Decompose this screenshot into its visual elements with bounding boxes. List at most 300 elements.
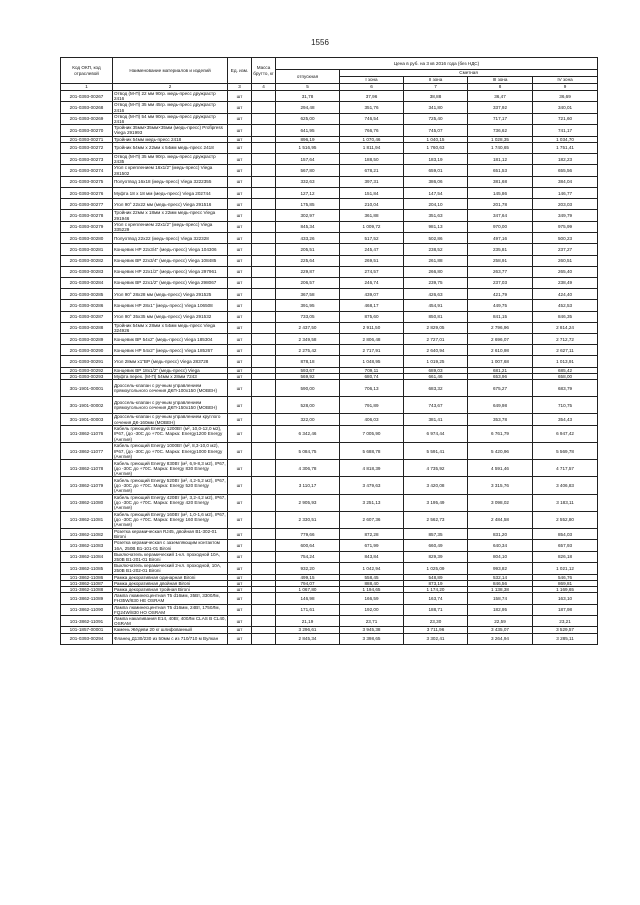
row-price-zone-3: 3 435,07	[468, 627, 533, 633]
row-price-zone-3: 804,10	[468, 551, 533, 562]
row-code: 201-0393-00290	[61, 345, 113, 356]
row-price-zone-1: 7 005,90	[340, 425, 404, 442]
table-row	[61, 593, 598, 604]
row-price-zone-3: 3 098,02	[468, 494, 533, 511]
row-price-zone-3: 497,16	[468, 233, 533, 244]
header-code: Код ОКП, код отраслевой	[61, 58, 113, 84]
row-price-zone-4: 2 814,24	[533, 322, 598, 333]
header-name: Наименование материалов и изделий	[113, 58, 228, 84]
row-mass	[252, 188, 276, 199]
row-price-zone-1: 166,59	[340, 593, 404, 604]
row-unit: шт	[228, 587, 252, 593]
row-price-otpusk: 2 905,93	[276, 494, 340, 511]
row-price-zone-1: 361,88	[340, 210, 404, 221]
header-smetnaya: Сметная	[340, 70, 598, 77]
row-name: Тройник 22мм x 18мм x 22мм медь-пресс Viega 291946	[113, 210, 228, 221]
header-mass: Масса брутто, кг	[252, 58, 276, 84]
row-price-zone-4: 657,93	[533, 540, 598, 551]
col-number: 6	[340, 84, 404, 91]
row-price-zone-2: 2 562,73	[404, 511, 468, 528]
row-unit: шт	[228, 221, 252, 232]
row-code: 101-3862-11089	[61, 593, 113, 604]
table-row	[61, 356, 598, 367]
row-mass	[252, 154, 276, 165]
row-price-zone-4: 846,35	[533, 311, 598, 322]
row-price-otpusk: 433,26	[276, 233, 340, 244]
row-price-zone-2: 5 591,41	[404, 443, 468, 460]
row-unit: шт	[228, 188, 252, 199]
col-number: 4	[252, 84, 276, 91]
row-price-zone-2: 873,19	[404, 580, 468, 586]
row-code: 101-3862-11080	[61, 494, 113, 511]
table-row	[61, 102, 598, 113]
table-row	[61, 616, 598, 627]
col-number: 7	[404, 84, 468, 91]
row-price-zone-3: 2 796,96	[468, 322, 533, 333]
row-unit: шт	[228, 289, 252, 300]
row-price-zone-3: 235,81	[468, 244, 533, 255]
row-price-zone-2: 351,63	[404, 210, 468, 221]
row-price-zone-2: 689,03	[404, 367, 468, 373]
table-row	[61, 414, 598, 425]
row-code: 201-0393-00273	[61, 154, 113, 165]
row-name: Концевик НР 22x3/4" (медь-пресс) Viega 104306	[113, 244, 228, 255]
row-code: 201-0393-00282	[61, 255, 113, 266]
row-mass	[252, 528, 276, 539]
row-mass	[252, 210, 276, 221]
row-price-zone-1: 439,07	[340, 289, 404, 300]
row-price-zone-3: 736,62	[468, 125, 533, 136]
row-mass	[252, 356, 276, 367]
row-price-zone-2: 660,49	[404, 540, 468, 551]
row-price-zone-4: 741,17	[533, 125, 598, 136]
row-name: Выключатель керамический 1-кл. проходной 10А, 250В B1-201-01 Bironi	[113, 551, 228, 562]
row-price-zone-3: 5 420,96	[468, 443, 533, 460]
table-row	[61, 176, 598, 187]
row-name: Кабель греющий Energy 1200Вт (м², 10,0-12,0 м2), IP67, (до -30С до +70С. Марка: Energy1200 Energy (Англия)	[113, 425, 228, 442]
row-name: Концевик НР 22x1/2" (медь-пресс) Viega 297961	[113, 266, 228, 277]
price-table	[60, 57, 598, 645]
row-price-zone-1: 1 811,94	[340, 142, 404, 153]
row-price-otpusk: 2 437,50	[276, 322, 340, 333]
row-unit: шт	[228, 616, 252, 627]
col-number: 5	[276, 84, 340, 91]
table-row	[61, 289, 598, 300]
row-price-otpusk: 754,24	[276, 551, 340, 562]
row-code: 301-1901-00001	[61, 380, 113, 397]
row-price-otpusk: 5 084,75	[276, 443, 340, 460]
row-unit: шт	[228, 345, 252, 356]
row-price-zone-3: 970,00	[468, 221, 533, 232]
row-price-zone-2: 426,63	[404, 289, 468, 300]
row-mass	[252, 102, 276, 113]
row-code: 101-3862-11084	[61, 551, 113, 562]
row-name: Тройник 54мм x 22мм x 54мм медь-пресс 2418	[113, 142, 228, 153]
row-unit: шт	[228, 322, 252, 333]
table-row	[61, 477, 598, 494]
row-price-zone-4: 238,49	[533, 277, 598, 288]
row-price-zone-2: 261,88	[404, 255, 468, 266]
row-price-otpusk: 794,07	[276, 580, 340, 586]
row-unit: шт	[228, 460, 252, 477]
row-name: Дроссель-клапан с ручным управлением прямоугольного сечения ДКП-150x150 (МОВЕН)	[113, 397, 228, 414]
row-price-zone-1: 706,13	[340, 380, 404, 397]
row-price-otpusk: 3 110,17	[276, 477, 340, 494]
row-code: 101-3862-11082	[61, 528, 113, 539]
row-unit: шт	[228, 210, 252, 221]
row-code: 301-1901-00003	[61, 414, 113, 425]
row-price-zone-4: 163,10	[533, 593, 598, 604]
row-code: 201-0393-00269	[61, 113, 113, 124]
row-price-zone-3: 145,86	[468, 188, 533, 199]
row-price-zone-2: 745,07	[404, 125, 468, 136]
row-code: 101-1857-00001	[61, 627, 113, 633]
row-unit: шт	[228, 334, 252, 345]
row-name: Отвод (М-П) 54 мм 90гр. медь-пресс дружрастр 2416	[113, 113, 228, 124]
table-row	[61, 540, 598, 551]
row-name: Розетка керамическая с заземляющим контактом 16А, 250В В1-101-01 Bironi	[113, 540, 228, 551]
row-mass	[252, 165, 276, 176]
row-mass	[252, 255, 276, 266]
row-name: Муфта перех. (М-П) 54мм x 28мм 7243	[113, 373, 228, 379]
row-price-zone-4: 340,01	[533, 102, 598, 113]
row-unit: шт	[228, 373, 252, 379]
row-mass	[252, 443, 276, 460]
row-name: Угол 90° 35x35 мм (медь-пресс) Viega 291532	[113, 311, 228, 322]
row-price-zone-3: 640,34	[468, 540, 533, 551]
row-price-zone-2: 266,80	[404, 266, 468, 277]
table-row	[61, 199, 598, 210]
row-price-zone-3: 532,14	[468, 574, 533, 580]
row-price-zone-4: 2 552,80	[533, 511, 598, 528]
row-price-zone-3: 258,91	[468, 255, 533, 266]
row-price-zone-2: 683,32	[404, 380, 468, 397]
row-price-zone-4: 826,18	[533, 551, 598, 562]
row-price-zone-2: 381,41	[404, 414, 468, 425]
row-code: 101-3862-11081	[61, 511, 113, 528]
row-price-zone-4: 1 169,65	[533, 587, 598, 593]
row-mass	[252, 199, 276, 210]
row-price-zone-1: 5 688,78	[340, 443, 404, 460]
row-code: 201-0393-00267	[61, 91, 113, 102]
row-price-zone-1: 709,11	[340, 367, 404, 373]
row-price-otpusk: 225,64	[276, 255, 340, 266]
row-price-otpusk: 2 275,42	[276, 345, 340, 356]
row-price-zone-3: 6 761,79	[468, 425, 533, 442]
row-price-otpusk: 2 845,34	[276, 633, 340, 644]
row-mass	[252, 551, 276, 562]
row-price-zone-4: 683,79	[533, 380, 598, 397]
row-price-otpusk: 590,00	[276, 380, 340, 397]
row-code: 201-0393-00294	[61, 633, 113, 644]
row-price-zone-3: 2 696,07	[468, 334, 533, 345]
header-unit: Ед. изм.	[228, 58, 252, 84]
row-price-zone-2: 4 735,92	[404, 460, 468, 477]
table-row	[61, 165, 598, 176]
row-price-otpusk: 171,61	[276, 604, 340, 615]
table-row	[61, 210, 598, 221]
row-price-zone-3: 201,78	[468, 199, 533, 210]
row-price-zone-1: 746,54	[340, 113, 404, 124]
col-number: 9	[533, 84, 598, 91]
row-price-zone-2: 725,40	[404, 113, 468, 124]
row-unit: шт	[228, 397, 252, 414]
row-price-zone-2: 2 727,01	[404, 334, 468, 345]
table-row	[61, 233, 598, 244]
row-mass	[252, 616, 276, 627]
row-name: Фланец Д130/230 из 50мм с из 710/710 м Вулкан	[113, 633, 228, 644]
row-price-zone-1: 406,03	[340, 414, 404, 425]
row-unit: шт	[228, 136, 252, 142]
row-price-zone-1: 558,45	[340, 574, 404, 580]
row-price-zone-4: 23,21	[533, 616, 598, 627]
row-mass	[252, 563, 276, 574]
row-price-otpusk: 569,92	[276, 373, 340, 379]
row-price-zone-2: 386,06	[404, 176, 468, 187]
row-code: 201-0393-00275	[61, 176, 113, 187]
row-code: 201-0393-00292	[61, 367, 113, 373]
row-code: 101-3862-11087	[61, 580, 113, 586]
row-price-zone-4: 854,03	[533, 528, 598, 539]
header-zone-4: IV зона	[533, 77, 598, 84]
row-unit: шт	[228, 367, 252, 373]
row-code: 201-0393-00278	[61, 210, 113, 221]
row-name: Выключатель керамический 2-кл. проходной, 10А, 250В B1-202-01 Bironi	[113, 563, 228, 574]
row-mass	[252, 511, 276, 528]
row-price-zone-4: 4 717,57	[533, 460, 598, 477]
row-price-zone-1: 1 042,94	[340, 563, 404, 574]
row-price-zone-2: 183,19	[404, 154, 468, 165]
row-price-zone-4: 187,98	[533, 604, 598, 615]
row-code: 101-3862-11076	[61, 425, 113, 442]
row-unit: шт	[228, 255, 252, 266]
row-price-zone-2: 1 760,63	[404, 142, 468, 153]
row-price-zone-1: 2 806,48	[340, 334, 404, 345]
row-price-zone-1: 1 009,72	[340, 221, 404, 232]
row-price-zone-4: 1 751,41	[533, 142, 598, 153]
row-price-zone-3: 841,15	[468, 311, 533, 322]
row-name: Угол с креплением 22x1/2" (медь-пресс) Viega 335229	[113, 221, 228, 232]
row-mass	[252, 334, 276, 345]
row-price-zone-4: 3 529,57	[533, 627, 598, 633]
row-price-zone-4: 237,27	[533, 244, 598, 255]
row-name: Угол 90° 28x28 мм (медь-пресс) Viega 291525	[113, 289, 228, 300]
row-unit: шт	[228, 511, 252, 528]
page-number: 1556	[311, 38, 329, 47]
row-price-zone-4: 721,60	[533, 113, 598, 124]
row-price-zone-3: 449,75	[468, 300, 533, 311]
row-name: Розетка керамическая RJ45, двойная B1-302-01 Bironi	[113, 528, 228, 539]
col-number: 8	[468, 84, 533, 91]
row-price-otpusk: 21,19	[276, 616, 340, 627]
table-row	[61, 113, 598, 124]
row-price-otpusk: 932,20	[276, 563, 340, 574]
row-price-zone-4: 6 947,42	[533, 425, 598, 442]
row-price-otpusk: 322,00	[276, 414, 340, 425]
row-price-zone-3: 831,20	[468, 528, 533, 539]
row-unit: шт	[228, 125, 252, 136]
row-price-otpusk: 1 516,95	[276, 142, 340, 153]
row-price-zone-1: 875,60	[340, 311, 404, 322]
table-row	[61, 255, 598, 266]
row-price-zone-2: 23,30	[404, 616, 468, 627]
row-price-zone-2: 341,80	[404, 102, 468, 113]
row-name: Кабель греющий Energy 1000Вт (м², 8,3-10,0 м2), IP67, (до -30С до +70С. Марка: Energy1000 Energy (Англия)	[113, 443, 228, 460]
row-name: Отвод (М-П) 35 мм 90гр. медь-пресс дружрастр 2435	[113, 154, 228, 165]
row-mass	[252, 380, 276, 397]
row-price-otpusk: 6 342,46	[276, 425, 340, 442]
row-price-zone-4: 3 183,11	[533, 494, 598, 511]
row-price-zone-1: 210,04	[340, 199, 404, 210]
row-name: Рамка декоративная двойная Bironi	[113, 580, 228, 586]
row-price-zone-2: 2 640,94	[404, 345, 468, 356]
row-mass	[252, 414, 276, 425]
row-price-otpusk: 332,63	[276, 176, 340, 187]
row-price-zone-1: 468,17	[340, 300, 404, 311]
row-price-zone-4: 655,56	[533, 165, 598, 176]
row-price-zone-1: 4 818,39	[340, 460, 404, 477]
row-mass	[252, 113, 276, 124]
table-row	[61, 277, 598, 288]
row-mass	[252, 176, 276, 187]
row-price-zone-1: 1 194,65	[340, 587, 404, 593]
row-price-zone-4: 260,51	[533, 255, 598, 266]
row-unit: шт	[228, 277, 252, 288]
row-price-zone-1: 151,84	[340, 188, 404, 199]
row-price-zone-4: 2 627,11	[533, 345, 598, 356]
row-price-otpusk: 733,05	[276, 311, 340, 322]
row-price-zone-3: 4 591,46	[468, 460, 533, 477]
row-price-zone-3: 237,03	[468, 277, 533, 288]
row-unit: шт	[228, 540, 252, 551]
row-name: Отвод (М-П) 35 мм 45гр. медь-пресс дружрастр 2416	[113, 102, 228, 113]
row-price-zone-4: 182,23	[533, 154, 598, 165]
row-name: Полуотвод 22x22 (медь-пресс) Viega 322328	[113, 233, 228, 244]
row-price-otpusk: 567,80	[276, 165, 340, 176]
table-row	[61, 397, 598, 414]
row-price-otpusk: 4 306,78	[276, 460, 340, 477]
row-price-zone-3: 353,78	[468, 414, 533, 425]
row-unit: шт	[228, 528, 252, 539]
row-price-zone-2: 238,52	[404, 244, 468, 255]
row-code: 101-3862-11086	[61, 574, 113, 580]
row-price-zone-2: 188,71	[404, 604, 468, 615]
row-price-zone-2: 502,86	[404, 233, 468, 244]
row-unit: шт	[228, 574, 252, 580]
row-mass	[252, 233, 276, 244]
header-zone-2: II зона	[404, 77, 468, 84]
row-price-zone-3: 22,59	[468, 616, 533, 627]
row-unit: шт	[228, 199, 252, 210]
row-unit: шт	[228, 91, 252, 102]
row-name: Концевик ВР 18x1/2" (медь-пресс) Viega	[113, 367, 228, 373]
row-mass	[252, 311, 276, 322]
row-price-zone-2: 659,01	[404, 165, 468, 176]
row-code: 101-3862-11088	[61, 587, 113, 593]
row-price-otpusk: 499,15	[276, 574, 340, 580]
row-price-zone-4: 1 034,70	[533, 136, 598, 142]
row-unit: шт	[228, 443, 252, 460]
row-price-zone-3: 347,64	[468, 210, 533, 221]
row-price-zone-2: 239,75	[404, 277, 468, 288]
row-mass	[252, 142, 276, 153]
table-row	[61, 322, 598, 333]
row-name: Полуотвод 16x18 (медь-пресс) Viega 3222355	[113, 176, 228, 187]
row-name: Дроссель-клапан с ручным управлением прямоугольного сечения ДКП-100x150 (МОВЕН)	[113, 380, 228, 397]
table-row	[61, 244, 598, 255]
row-price-zone-1: 192,00	[340, 604, 404, 615]
price-table-body	[61, 91, 598, 645]
row-unit: шт	[228, 142, 252, 153]
row-price-zone-4: 3 406,83	[533, 477, 598, 494]
row-name: Концевик НР 28x1" (медь-пресс) Viega 106508	[113, 300, 228, 311]
row-name: Кабель греющий Energy 520Вт (м², 4,2-5,2 м2), IP67, (до -30С до +70С. Марка: Energy 520 Energy (Англия)	[114, 477, 226, 494]
row-price-zone-3: 1 028,35	[468, 136, 533, 142]
row-price-zone-4: 5 569,78	[533, 443, 598, 460]
table-row	[61, 125, 598, 136]
row-price-otpusk: 229,87	[276, 266, 340, 277]
row-price-zone-2: 163,74	[404, 593, 468, 604]
row-price-otpusk: 157,64	[276, 154, 340, 165]
row-price-otpusk: 3 296,61	[276, 627, 340, 633]
table-row	[61, 604, 598, 615]
row-price-otpusk: 641,95	[276, 125, 340, 136]
row-price-zone-1: 671,99	[340, 540, 404, 551]
row-code: 201-0393-00289	[61, 334, 113, 345]
header-otpusknaya: отпускная	[276, 70, 340, 84]
row-unit: шт	[228, 627, 252, 633]
row-price-otpusk: 367,58	[276, 289, 340, 300]
row-price-zone-4: 452,53	[533, 300, 598, 311]
row-name: Угол с креплением 16x1/2" (медь-пресс) Viega 281502	[113, 165, 228, 176]
row-name: Угол 28мм x1"ВР (медь-пресс) Viega 283728	[113, 356, 228, 367]
row-code: 101-3862-11077	[61, 443, 113, 460]
row-price-zone-2: 3 302,41	[404, 633, 468, 644]
row-unit: шт	[228, 113, 252, 124]
table-row	[61, 633, 598, 644]
table-row	[61, 154, 598, 165]
row-unit: шт	[228, 176, 252, 187]
row-price-otpusk: 779,66	[276, 528, 340, 539]
row-price-zone-4: 384,04	[533, 176, 598, 187]
row-price-otpusk: 302,97	[276, 210, 340, 221]
row-unit: шт	[228, 477, 252, 494]
row-code: 101-3862-11085	[61, 563, 113, 574]
row-price-zone-2: 981,13	[404, 221, 468, 232]
row-code: 201-0393-00274	[61, 165, 113, 176]
row-price-zone-3: 158,74	[468, 593, 533, 604]
table-row	[61, 380, 598, 397]
row-unit: шт	[228, 165, 252, 176]
table-row	[61, 494, 598, 511]
header-zone-1: I зона	[340, 77, 404, 84]
row-name: Концевик ВР 54x2" (медь-пресс) Viega 185304	[113, 334, 228, 345]
row-unit: шт	[228, 380, 252, 397]
row-mass	[252, 540, 276, 551]
row-price-zone-1: 274,57	[340, 266, 404, 277]
row-mass	[252, 125, 276, 136]
table-row	[61, 221, 598, 232]
row-price-otpusk: 593,67	[276, 367, 340, 373]
table-row	[61, 266, 598, 277]
row-unit: шт	[228, 414, 252, 425]
row-price-zone-4: 710,75	[533, 397, 598, 414]
row-unit: шт	[228, 494, 252, 511]
row-price-zone-1: 397,31	[340, 176, 404, 187]
row-mass	[252, 300, 276, 311]
row-price-zone-4: 354,43	[533, 414, 598, 425]
row-price-zone-3: 263,77	[468, 266, 533, 277]
